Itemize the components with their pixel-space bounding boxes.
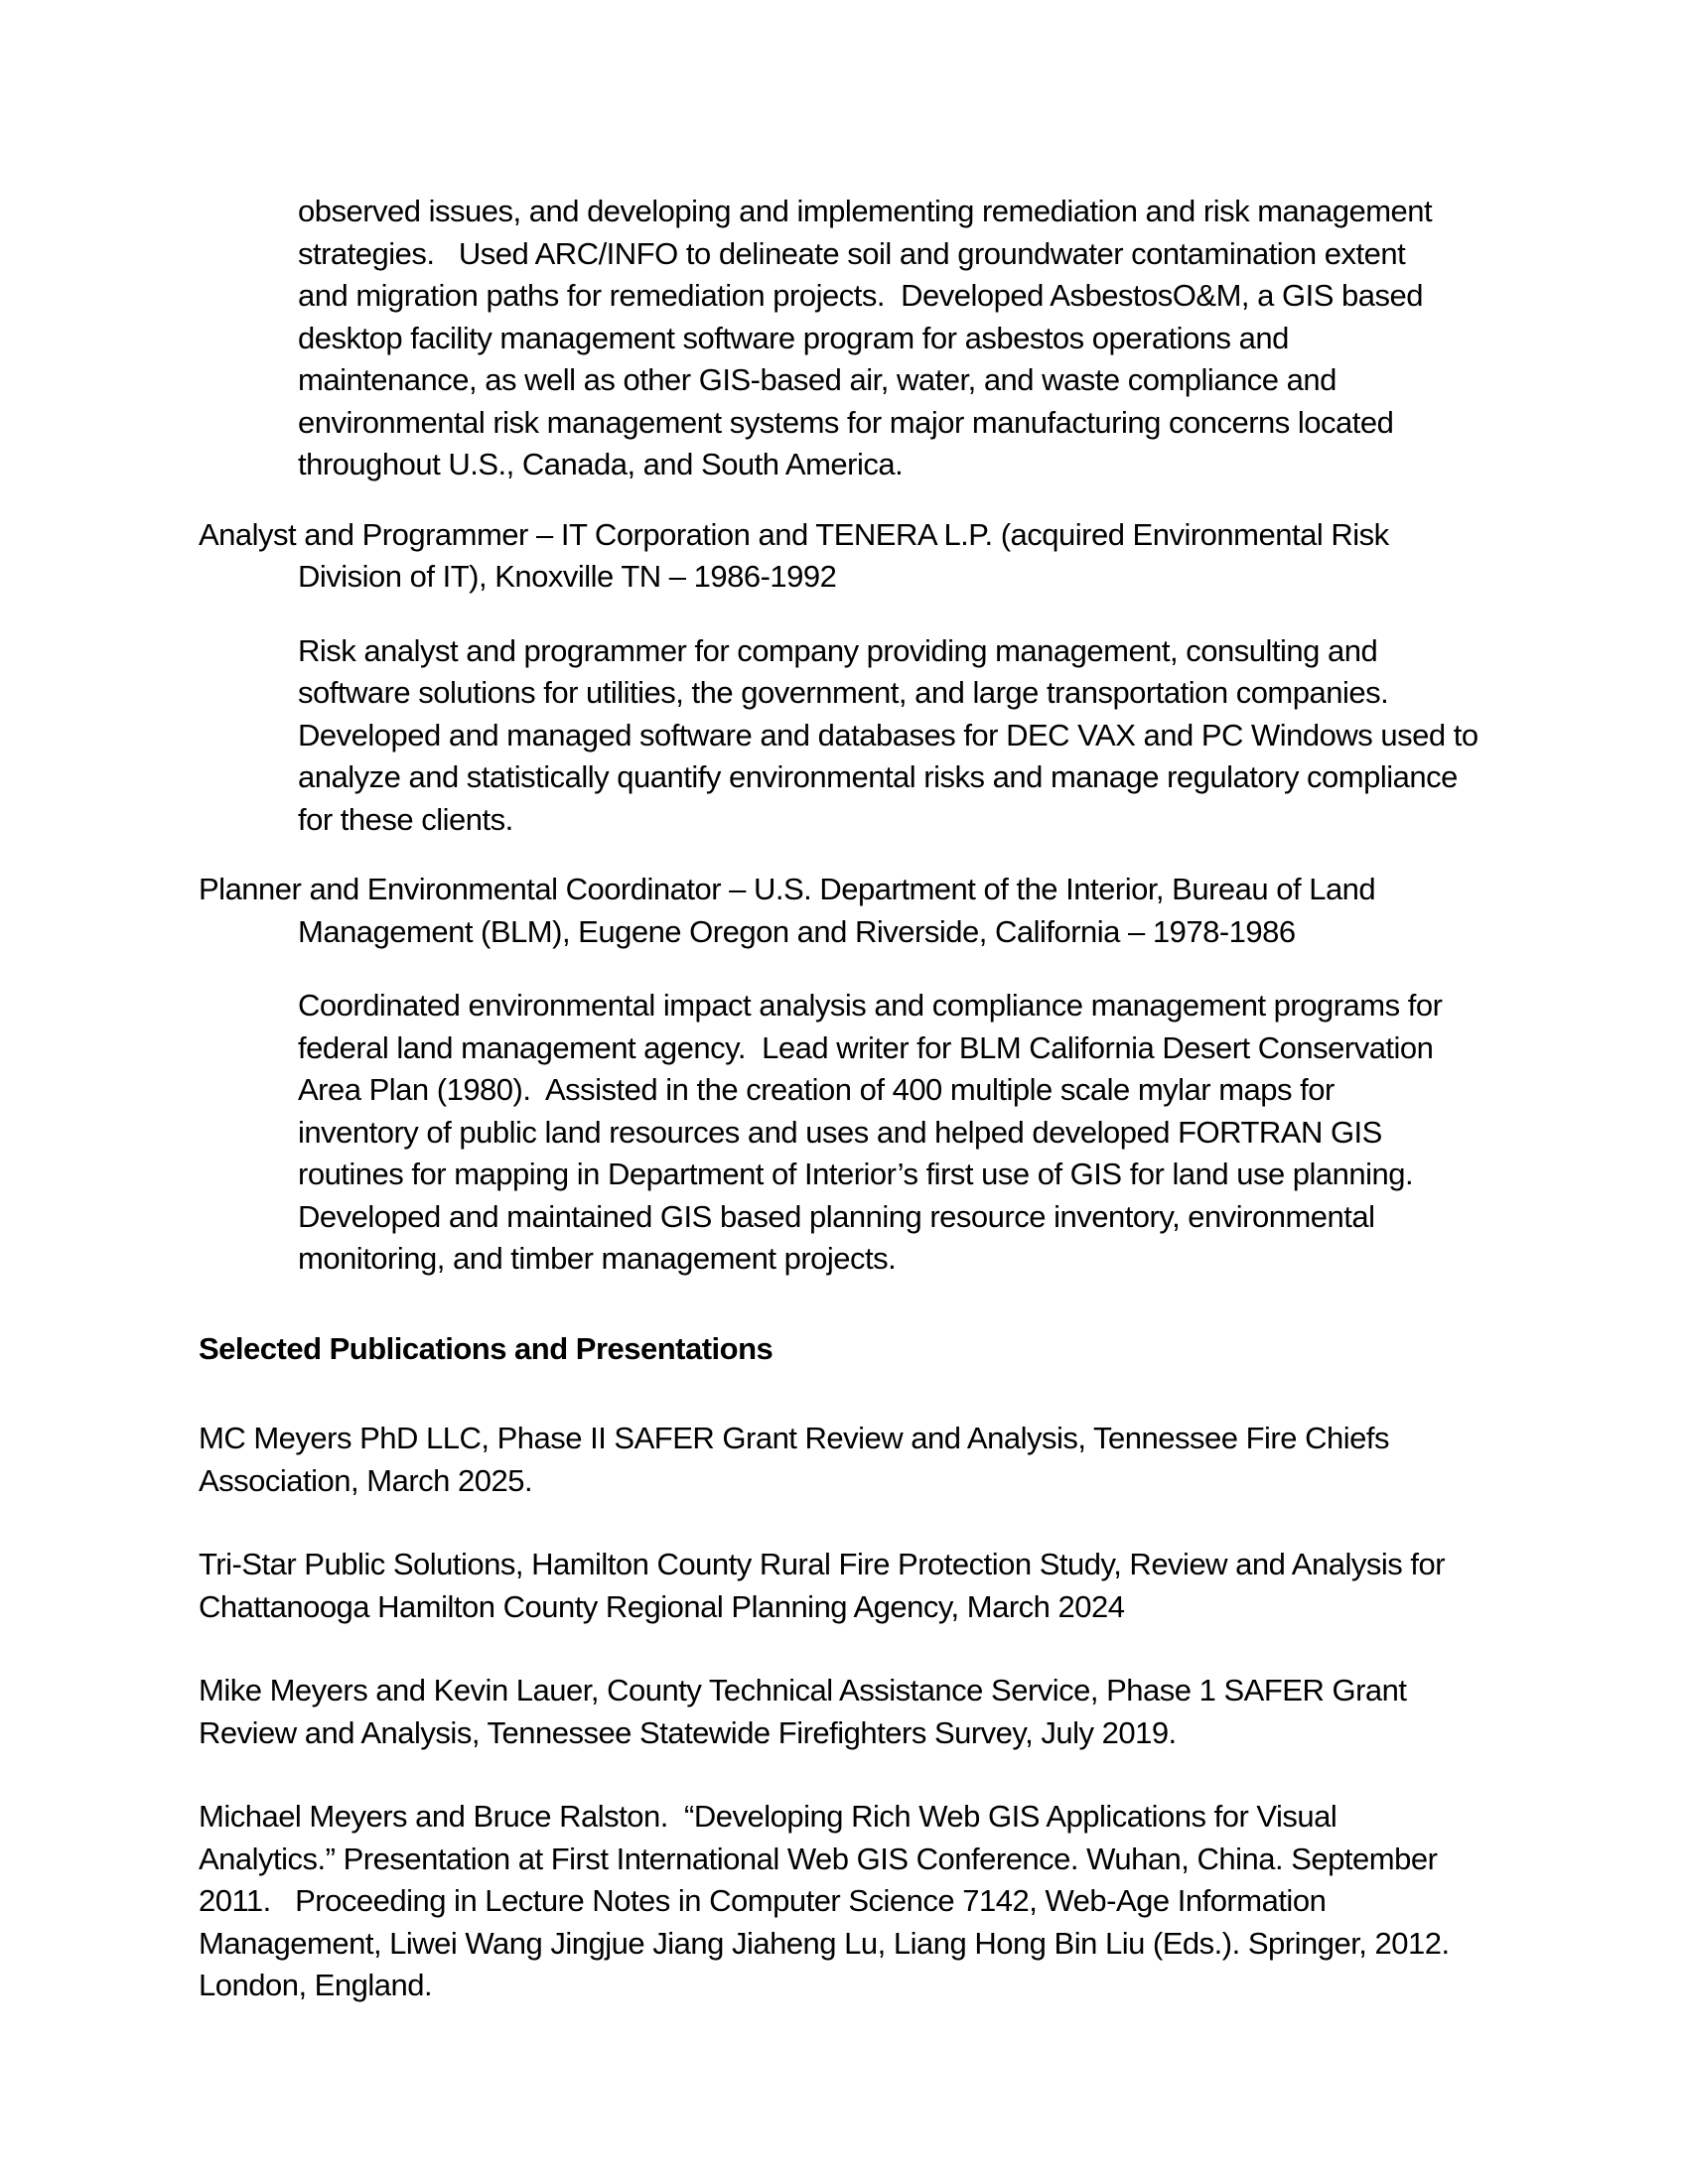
text-line: analyze and statistically quantify environmental risks and manage regulatory compliance (298, 759, 1458, 794)
experience-description-1 (199, 191, 1544, 486)
text-line: Analyst and Programmer – IT Corporation and TENERA L.P. (acquired Environmental Risk (199, 516, 1389, 552)
text-line: software solutions for utilities, the government, and large transportation companies. (298, 675, 1389, 710)
experience-description-3 (199, 985, 1544, 1281)
text-line: Review and Analysis, Tennessee Statewide Firefighters Survey, July 2019. (199, 1714, 1177, 1750)
text-line: throughout U.S., Canada, and South America. (298, 447, 904, 481)
text-line: Mike Meyers and Kevin Lauer, County Technical Assistance Service, Phase 1 SAFER Grant (199, 1673, 1407, 1707)
text-line: monitoring, and timber management projects. (298, 1241, 897, 1276)
text-line: observed issues, and developing and implementing remediation and risk management (298, 194, 1433, 228)
job-title-planner-coordinator (199, 869, 1544, 953)
text-line: federal land management agency. Lead writer for BLM California Desert Conservation (298, 1029, 1434, 1065)
publication-entry-3 (199, 1670, 1544, 1754)
text-line: London, England. (199, 1968, 433, 2002)
section-heading-publications (199, 1328, 1544, 1371)
text-line: inventory of public land resources and uses and helped developed FORTRAN GIS (298, 1114, 1382, 1150)
text-line: Chattanooga Hamilton County Regional Planning Agency, March 2024 (199, 1588, 1125, 1624)
text-line: Association, March 2025. (199, 1462, 533, 1498)
text-line: strategies. Used ARC/INFO to delineate soil and groundwater contamination extent (298, 235, 1406, 271)
text-line: for these clients. (298, 801, 513, 837)
text-line: Management (BLM), Eugene Oregon and Riverside, California – 1978-1986 (298, 913, 1296, 949)
section-heading-text: Selected Publications and Presentations (199, 1330, 774, 1366)
text-line: Area Plan (1980). Assisted in the creation of 400 multiple scale mylar maps for (298, 1072, 1335, 1107)
publication-entry-1 (199, 1418, 1544, 1502)
text-line: Risk analyst and programmer for company providing management, consulting and (298, 632, 1378, 668)
text-line: Tri-Star Public Solutions, Hamilton County Rural Fire Protection Study, Review and Analysis for (199, 1547, 1446, 1581)
publication-entry-2 (199, 1544, 1544, 1628)
text-line: maintenance, as well as other GIS-based air, water, and waste compliance and (298, 362, 1336, 397)
text-line: routines for mapping in Department of Interior’s first use of GIS for land use planning. (298, 1157, 1414, 1191)
text-line: Planner and Environmental Coordinator – U.S. Department of the Interior, Bureau of Land (199, 872, 1376, 906)
text-line: Analytics.” Presentation at First International Web GIS Conference. Wuhan, China. September (199, 1841, 1438, 1876)
text-line: Division of IT), Knoxville TN – 1986-1992 (298, 559, 837, 594)
experience-description-2 (199, 630, 1544, 842)
job-title-analyst-programmer (199, 514, 1544, 599)
text-line: Coordinated environmental impact analysis and compliance management programs for (298, 988, 1443, 1023)
text-line: desktop facility management software program for asbestos operations and (298, 320, 1289, 355)
publication-entry-4 (199, 1796, 1544, 2007)
text-line: Michael Meyers and Bruce Ralston. “Developing Rich Web GIS Applications for Visual (199, 1799, 1337, 1834)
text-line: 2011. Proceeding in Lecture Notes in Computer Science 7142, Web-Age Information (199, 1883, 1327, 1918)
text-line: Developed and managed software and databases for DEC VAX and PC Windows used to (298, 717, 1478, 752)
text-line: environmental risk management systems for major manufacturing concerns located (298, 404, 1394, 440)
text-line: and migration paths for remediation projects. Developed AsbestosO&M, a GIS based (298, 278, 1423, 313)
text-line: Management, Liwei Wang Jingjue Jiang Jiaheng Lu, Liang Hong Bin Liu (Eds.). Springer, 2012. (199, 1925, 1450, 1961)
text-line: Developed and maintained GIS based planning resource inventory, environmental (298, 1198, 1375, 1234)
text-line: MC Meyers PhD LLC, Phase II SAFER Grant Review and Analysis, Tennessee Fire Chiefs (199, 1421, 1389, 1455)
